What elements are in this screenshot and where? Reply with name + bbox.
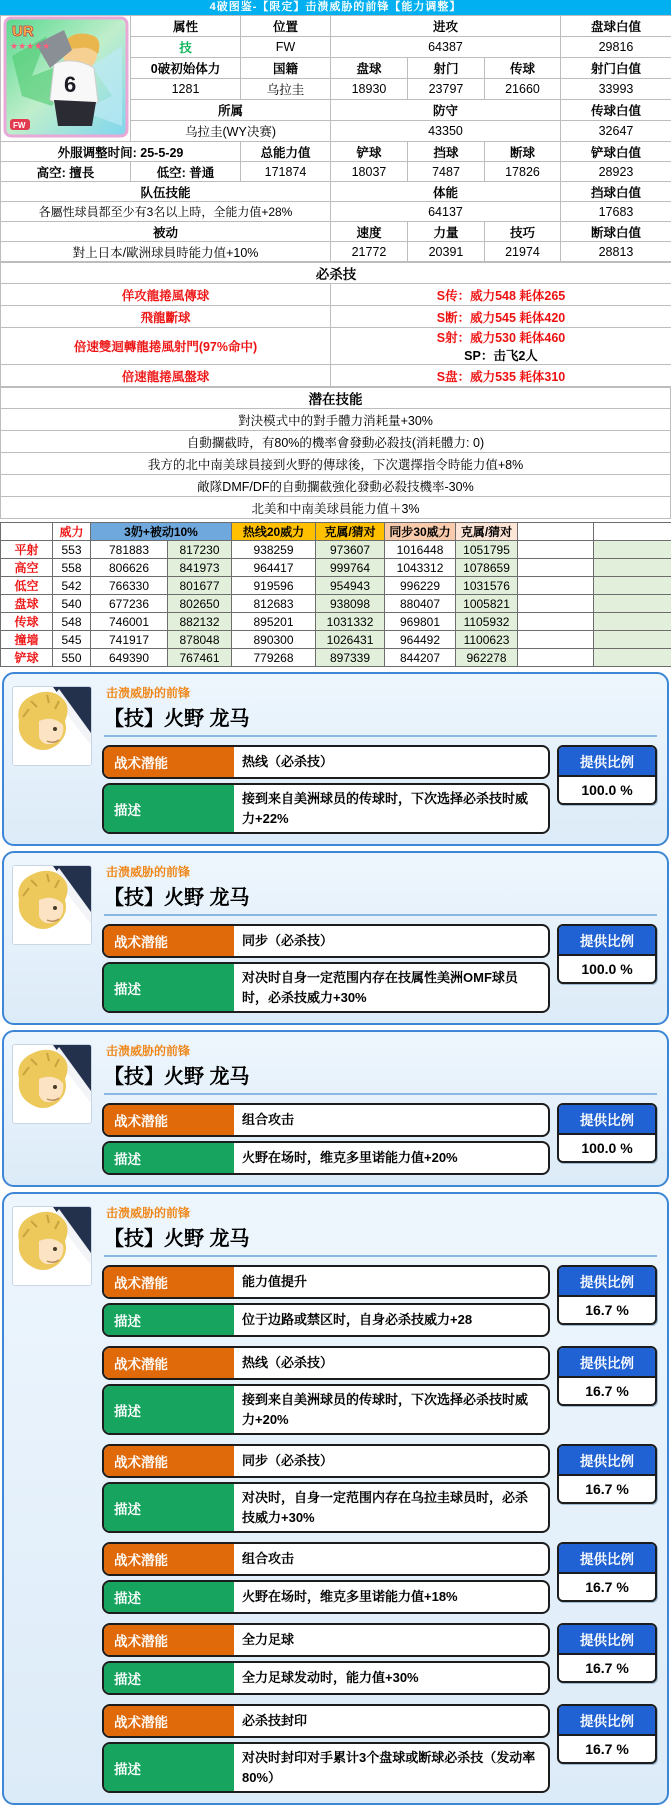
power-header-blank xyxy=(518,523,594,541)
skill-cards-section xyxy=(0,667,671,1811)
potential-label: 战术潜能 xyxy=(104,1706,234,1736)
potential-value: 组合攻击 xyxy=(234,1544,548,1574)
desc-label: 描述 xyxy=(104,1582,234,1612)
power-cell: 741917 xyxy=(91,631,168,649)
character-avatar xyxy=(12,1044,92,1124)
special-skills-table xyxy=(0,262,671,387)
power-cell: 1016448 xyxy=(385,541,456,559)
potential-label: 战术潜能 xyxy=(104,1267,234,1297)
power-cell: 817230 xyxy=(168,541,232,559)
stat-header-position: 位置 xyxy=(241,16,331,37)
power-cell-blank xyxy=(518,631,594,649)
power-cell: 548 xyxy=(53,613,91,631)
skill-stat-group xyxy=(331,328,671,365)
skill-pair-boxes xyxy=(102,1103,550,1175)
ratio-header: 提供比例 xyxy=(559,1544,655,1574)
stat-tackle-white-value: 28923 xyxy=(561,162,671,182)
power-row-label: 盘球 xyxy=(1,595,53,613)
potential-label: 战术潜能 xyxy=(104,926,234,956)
power-cell-blank xyxy=(518,577,594,595)
tactic-potential-box xyxy=(102,1346,550,1380)
page-title: 4破图鉴-【限定】击溃威胁的前锋【能力调整】 xyxy=(0,0,671,15)
power-table xyxy=(0,522,671,667)
power-cell: 938259 xyxy=(232,541,316,559)
power-row xyxy=(1,577,671,595)
character-face-image xyxy=(13,687,91,765)
tactic-potential-box xyxy=(102,745,550,779)
card-body xyxy=(102,1202,657,1793)
provide-ratio-box xyxy=(557,1265,657,1325)
skill-stat: S盘：威力535 耗体310 xyxy=(331,365,671,387)
power-cell: 746001 xyxy=(91,613,168,631)
stat-pass-white-value: 32647 xyxy=(561,121,671,142)
skill-card xyxy=(2,1192,669,1805)
skill-name: 倍速雙迴轉龍捲風射門(97%命中) xyxy=(1,328,331,365)
stat-power-value: 20391 xyxy=(408,242,485,262)
stat-adjust-date: 外服调整时间: 25-5-29 xyxy=(1,142,241,162)
skill-name: 佯攻龍捲風傳球 xyxy=(1,284,331,306)
power-cell: 781883 xyxy=(91,541,168,559)
ur-card-image xyxy=(2,16,130,138)
description-box xyxy=(102,1580,550,1614)
ratio-header: 提供比例 xyxy=(559,1348,655,1378)
power-cell: 1043312 xyxy=(385,559,456,577)
card-body xyxy=(102,861,657,1013)
skill-stat: S射：威力530 耗体460 xyxy=(331,328,671,346)
card-title: 【技】火野 龙马 xyxy=(104,881,657,916)
power-cell-blank xyxy=(594,559,671,577)
skill-pair-boxes xyxy=(102,924,550,1013)
power-header-hotline: 热线20威力 xyxy=(232,523,316,541)
stat-position-value: FW xyxy=(241,37,331,58)
power-cell: 938098 xyxy=(316,595,385,613)
power-cell: 919596 xyxy=(232,577,316,595)
skill-pair-boxes xyxy=(102,1346,550,1435)
stats-table xyxy=(0,15,671,262)
power-cell: 897339 xyxy=(316,649,385,667)
potential-skill-text: 自動攔截時，有80%的機率會發動必殺技(消耗體力: 0) xyxy=(1,431,671,453)
power-row-label: 传球 xyxy=(1,613,53,631)
skill-pair-boxes xyxy=(102,1623,550,1695)
stat-defense-value: 43350 xyxy=(331,121,561,142)
skill-stat: S断：威力545 耗体420 xyxy=(331,306,671,328)
desc-value: 接到来自美洲球员的传球时，下次选择必杀技时威力+20% xyxy=(234,1386,548,1433)
power-cell-blank xyxy=(594,541,671,559)
ratio-value: 16.7 % xyxy=(559,1378,655,1404)
power-cell: 1031332 xyxy=(316,613,385,631)
special-skills-header: 必杀技 xyxy=(1,263,671,284)
card-subtitle: 击溃威胁的前锋 xyxy=(106,684,657,701)
provide-ratio-box xyxy=(557,1103,657,1163)
power-cell: 895201 xyxy=(232,613,316,631)
card-subtitle: 击溃威胁的前锋 xyxy=(106,1204,657,1221)
ratio-value: 100.0 % xyxy=(559,1135,655,1161)
ratio-value: 16.7 % xyxy=(559,1655,655,1681)
power-cell: 766330 xyxy=(91,577,168,595)
ratio-value: 16.7 % xyxy=(559,1736,655,1762)
power-cell: 1078659 xyxy=(456,559,518,577)
desc-value: 位于边路或禁区时，自身必杀技威力+28 xyxy=(234,1305,548,1335)
power-cell: 844207 xyxy=(385,649,456,667)
stat-pass-value: 21660 xyxy=(485,79,561,100)
card-body xyxy=(102,1040,657,1175)
power-cell: 649390 xyxy=(91,649,168,667)
potential-skills-list xyxy=(1,409,671,519)
skill-pair-boxes xyxy=(102,1444,550,1533)
skill-pair-row xyxy=(102,1265,657,1337)
power-cell: 878048 xyxy=(168,631,232,649)
position-badge: FW xyxy=(13,121,26,130)
power-cell: 540 xyxy=(53,595,91,613)
power-cell: 890300 xyxy=(232,631,316,649)
potential-value: 热线（必杀技） xyxy=(234,747,548,777)
stat-intercept-value: 17826 xyxy=(485,162,561,182)
tactic-potential-box xyxy=(102,1444,550,1478)
desc-value: 对决时封印对手累计3个盘球或断球必杀技（发动率80%） xyxy=(234,1744,548,1791)
stat-header-passive: 被动 xyxy=(1,222,331,242)
ratio-header: 提供比例 xyxy=(559,1446,655,1476)
power-header-sync: 同步30威力 xyxy=(385,523,456,541)
power-cell-blank xyxy=(594,631,671,649)
power-header-counter1: 克属/猜对 xyxy=(316,523,385,541)
stat-header-block: 挡球 xyxy=(408,142,485,162)
description-box xyxy=(102,1141,550,1175)
stat-high-ball: 高空: 擅長 xyxy=(1,162,131,182)
power-cell: 806626 xyxy=(91,559,168,577)
provide-ratio-box xyxy=(557,1346,657,1406)
provide-ratio-box xyxy=(557,1542,657,1602)
ratio-header: 提供比例 xyxy=(559,747,655,777)
potential-value: 同步（必杀技） xyxy=(234,926,548,956)
tactic-potential-box xyxy=(102,924,550,958)
tactic-potential-box xyxy=(102,1265,550,1299)
stat-header-intercept-white: 断球白值 xyxy=(561,222,671,242)
power-cell-blank xyxy=(594,577,671,595)
skill-pair-row xyxy=(102,1444,657,1533)
potential-skill-text: 北美和中南美球員能力值＋3% xyxy=(1,497,671,519)
power-row xyxy=(1,541,671,559)
character-avatar xyxy=(12,865,92,945)
ratio-value: 100.0 % xyxy=(559,956,655,982)
desc-label: 描述 xyxy=(104,964,234,1011)
power-cell: 954943 xyxy=(316,577,385,595)
power-row xyxy=(1,595,671,613)
svg-text:6: 6 xyxy=(64,72,76,97)
description-box xyxy=(102,962,550,1013)
power-header-blank xyxy=(1,523,53,541)
stat-header-pass-white: 传球白值 xyxy=(561,100,671,121)
potential-skills-table xyxy=(0,387,671,519)
description-box xyxy=(102,1661,550,1695)
power-row-label: 平射 xyxy=(1,541,53,559)
potential-value: 同步（必杀技） xyxy=(234,1446,548,1476)
skill-stat-sp: SP：击飞2人 xyxy=(331,346,671,364)
stat-team-skill-value: 各屬性球員都至少有3名以上時，全能力值+28% xyxy=(1,202,331,222)
stat-header-tackle: 铲球 xyxy=(331,142,408,162)
stat-block-white-value: 17683 xyxy=(561,202,671,222)
stat-intercept-white-value: 28813 xyxy=(561,242,671,262)
stat-technique-value: 21974 xyxy=(485,242,561,262)
card-pairs xyxy=(102,1265,657,1793)
power-cell-blank xyxy=(518,595,594,613)
stat-shoot-white-value: 33993 xyxy=(561,79,671,100)
stat-header-intercept: 断球 xyxy=(485,142,561,162)
card-subtitle: 击溃威胁的前锋 xyxy=(106,1042,657,1059)
stat-team-value: 乌拉圭(WY决赛) xyxy=(131,121,331,142)
potential-value: 能力值提升 xyxy=(234,1267,548,1297)
stat-header-dribble-white: 盘球白值 xyxy=(561,16,671,37)
stat-header-shoot-white: 射门白值 xyxy=(561,58,671,79)
power-cell: 962278 xyxy=(456,649,518,667)
power-cell: 1031576 xyxy=(456,577,518,595)
description-box xyxy=(102,1482,550,1533)
stat-header-dribble: 盘球 xyxy=(331,58,408,79)
skill-pair-boxes xyxy=(102,1542,550,1614)
stat-header-pass: 传球 xyxy=(485,58,561,79)
power-cell: 1105932 xyxy=(456,613,518,631)
stat-header-physical: 体能 xyxy=(331,182,561,202)
provide-ratio-box xyxy=(557,1444,657,1504)
power-cell: 880407 xyxy=(385,595,456,613)
stat-header-team-skill: 队伍技能 xyxy=(1,182,331,202)
power-cell: 841973 xyxy=(168,559,232,577)
svg-text:UR: UR xyxy=(12,23,34,40)
power-cell: 542 xyxy=(53,577,91,595)
power-cell: 964492 xyxy=(385,631,456,649)
power-cell: 1051795 xyxy=(456,541,518,559)
card-pairs xyxy=(102,1103,657,1175)
power-cell: 545 xyxy=(53,631,91,649)
description-box xyxy=(102,1303,550,1337)
potential-skill-text: 我方的北中南美球員接到火野的傳球後，下次選擇指令時能力值+8% xyxy=(1,453,671,475)
power-cell: 999764 xyxy=(316,559,385,577)
stat-attack-value: 64387 xyxy=(331,37,561,58)
card-pairs xyxy=(102,924,657,1013)
desc-label: 描述 xyxy=(104,1484,234,1531)
power-row xyxy=(1,649,671,667)
desc-label: 描述 xyxy=(104,1143,234,1173)
power-cell: 767461 xyxy=(168,649,232,667)
skill-card xyxy=(2,672,669,846)
stat-dribble-white-value: 29816 xyxy=(561,37,671,58)
card-title: 【技】火野 龙马 xyxy=(104,702,657,737)
desc-label: 描述 xyxy=(104,785,234,832)
ratio-header: 提供比例 xyxy=(559,926,655,956)
card-title: 【技】火野 龙马 xyxy=(104,1222,657,1257)
stat-header-speed: 速度 xyxy=(331,222,408,242)
power-cell: 1100623 xyxy=(456,631,518,649)
desc-label: 描述 xyxy=(104,1744,234,1791)
stat-shoot-value: 23797 xyxy=(408,79,485,100)
power-cell-blank xyxy=(594,613,671,631)
desc-value: 对决时，自身一定范围内存在乌拉圭球员时，必杀技威力+30% xyxy=(234,1484,548,1531)
skill-pair-boxes xyxy=(102,1704,550,1793)
ratio-value: 100.0 % xyxy=(559,777,655,803)
stat-total-value: 171874 xyxy=(241,162,331,182)
potential-label: 战术潜能 xyxy=(104,1105,234,1135)
power-header-blank xyxy=(594,523,671,541)
power-header-milk: 3奶+被动10% xyxy=(91,523,232,541)
stat-header-stamina: 0破初始体力 xyxy=(131,58,241,79)
power-cell: 802650 xyxy=(168,595,232,613)
power-cell: 812683 xyxy=(232,595,316,613)
ratio-header: 提供比例 xyxy=(559,1625,655,1655)
desc-value: 对决时自身一定范围内存在技属性美洲OMF球员时，必杀技威力+30% xyxy=(234,964,548,1011)
skill-pair-row xyxy=(102,1623,657,1695)
stat-header-attribute: 属性 xyxy=(131,16,241,37)
tactic-potential-box xyxy=(102,1623,550,1657)
potential-value: 组合攻击 xyxy=(234,1105,548,1135)
power-header-counter2: 克属/猜对 xyxy=(456,523,518,541)
stat-physical-value: 64137 xyxy=(331,202,561,222)
stat-header-shoot: 射门 xyxy=(408,58,485,79)
description-box xyxy=(102,783,550,834)
power-cell: 996229 xyxy=(385,577,456,595)
card-pairs xyxy=(102,745,657,834)
potential-skill-text: 敵隊DMF/DF的自動攔截強化發動必殺技機率-30% xyxy=(1,475,671,497)
desc-value: 接到来自美洲球员的传球时，下次选择必杀技时威力+22% xyxy=(234,785,548,832)
provide-ratio-box xyxy=(557,1623,657,1683)
stat-header-power: 力量 xyxy=(408,222,485,242)
stat-header-team: 所属 xyxy=(131,100,331,121)
desc-value: 全力足球发动时，能力值+30% xyxy=(234,1663,548,1693)
description-box xyxy=(102,1742,550,1793)
stat-passive-value: 對上日本/歐洲球員時能力值+10% xyxy=(1,242,331,262)
character-face-image xyxy=(13,1207,91,1285)
ratio-value: 16.7 % xyxy=(559,1574,655,1600)
skill-stat: S传：威力548 耗体265 xyxy=(331,284,671,306)
power-cell: 1026431 xyxy=(316,631,385,649)
power-cell: 964417 xyxy=(232,559,316,577)
stat-speed-value: 21772 xyxy=(331,242,408,262)
card-title: 【技】火野 龙马 xyxy=(104,1060,657,1095)
power-cell-blank xyxy=(518,649,594,667)
skill-pair-row xyxy=(102,1704,657,1793)
stat-dribble-value: 18930 xyxy=(331,79,408,100)
stat-header-nationality: 国籍 xyxy=(241,58,331,79)
stat-header-total: 总能力值 xyxy=(241,142,331,162)
power-cell-blank xyxy=(518,613,594,631)
power-cell-blank xyxy=(518,541,594,559)
power-cell-blank xyxy=(594,649,671,667)
skill-pair-row xyxy=(102,1346,657,1435)
character-avatar xyxy=(12,1206,92,1286)
character-avatar xyxy=(12,686,92,766)
skill-pair-boxes xyxy=(102,1265,550,1337)
desc-label: 描述 xyxy=(104,1305,234,1335)
power-table-body xyxy=(1,541,671,667)
desc-label: 描述 xyxy=(104,1663,234,1693)
power-row xyxy=(1,631,671,649)
desc-value: 火野在场时，维克多里诺能力值+20% xyxy=(234,1143,548,1173)
power-cell-blank xyxy=(518,559,594,577)
description-box xyxy=(102,1384,550,1435)
skill-pair-boxes xyxy=(102,745,550,834)
potential-label: 战术潜能 xyxy=(104,1446,234,1476)
power-row xyxy=(1,613,671,631)
tactic-potential-box xyxy=(102,1103,550,1137)
power-header-power: 威力 xyxy=(53,523,91,541)
player-card-art xyxy=(1,16,131,142)
stat-header-attack: 进攻 xyxy=(331,16,561,37)
skill-pair-row xyxy=(102,745,657,834)
power-row-label: 低空 xyxy=(1,577,53,595)
tactic-potential-box xyxy=(102,1542,550,1576)
skill-card xyxy=(2,1030,669,1187)
potential-value: 热线（必杀技） xyxy=(234,1348,548,1378)
potential-label: 战术潜能 xyxy=(104,1625,234,1655)
power-cell: 779268 xyxy=(232,649,316,667)
potential-value: 全力足球 xyxy=(234,1625,548,1655)
power-row-label: 撞墙 xyxy=(1,631,53,649)
power-cell: 969801 xyxy=(385,613,456,631)
potential-label: 战术潜能 xyxy=(104,1544,234,1574)
potential-value: 必杀技封印 xyxy=(234,1706,548,1736)
power-cell: 801677 xyxy=(168,577,232,595)
card-body xyxy=(102,682,657,834)
character-face-image xyxy=(13,1045,91,1123)
power-cell: 550 xyxy=(53,649,91,667)
power-cell: 558 xyxy=(53,559,91,577)
power-cell: 973607 xyxy=(316,541,385,559)
power-row-label: 铲球 xyxy=(1,649,53,667)
stat-header-defense: 防守 xyxy=(331,100,561,121)
provide-ratio-box xyxy=(557,924,657,984)
stat-stamina-value: 1281 xyxy=(131,79,241,100)
ratio-header: 提供比例 xyxy=(559,1267,655,1297)
svg-text:★★★★★: ★★★★★ xyxy=(10,41,50,51)
skill-card xyxy=(2,851,669,1025)
stat-header-technique: 技巧 xyxy=(485,222,561,242)
power-row-label: 高空 xyxy=(1,559,53,577)
stat-nationality-value: 乌拉圭 xyxy=(241,79,331,100)
provide-ratio-box xyxy=(557,745,657,805)
power-cell: 1005821 xyxy=(456,595,518,613)
desc-label: 描述 xyxy=(104,1386,234,1433)
skill-pair-row xyxy=(102,1103,657,1175)
skill-pair-row xyxy=(102,924,657,1013)
stat-header-block-white: 挡球白值 xyxy=(561,182,671,202)
character-face-image xyxy=(13,866,91,944)
skill-pair-row xyxy=(102,1542,657,1614)
power-cell: 553 xyxy=(53,541,91,559)
ratio-header: 提供比例 xyxy=(559,1105,655,1135)
ratio-header: 提供比例 xyxy=(559,1706,655,1736)
skill-name: 倍速龍捲風盤球 xyxy=(1,365,331,387)
power-cell: 677236 xyxy=(91,595,168,613)
stat-block-value: 7487 xyxy=(408,162,485,182)
power-row xyxy=(1,559,671,577)
skill-name: 飛龍斷球 xyxy=(1,306,331,328)
ratio-value: 16.7 % xyxy=(559,1297,655,1323)
power-cell-blank xyxy=(594,595,671,613)
card-subtitle: 击溃威胁的前锋 xyxy=(106,863,657,880)
potential-skills-header: 潜在技能 xyxy=(1,388,671,409)
provide-ratio-box xyxy=(557,1704,657,1764)
potential-skill-text: 對決模式中的對手體力消耗量+30% xyxy=(1,409,671,431)
stat-header-tackle-white: 铲球白值 xyxy=(561,142,671,162)
potential-label: 战术潜能 xyxy=(104,747,234,777)
desc-value: 火野在场时，维克多里诺能力值+18% xyxy=(234,1582,548,1612)
potential-label: 战术潜能 xyxy=(104,1348,234,1378)
power-cell: 882132 xyxy=(168,613,232,631)
stat-attribute-value: 技 xyxy=(131,37,241,58)
tactic-potential-box xyxy=(102,1704,550,1738)
ratio-value: 16.7 % xyxy=(559,1476,655,1502)
stat-tackle-value: 18037 xyxy=(331,162,408,182)
stat-low-ball: 低空: 普通 xyxy=(131,162,241,182)
